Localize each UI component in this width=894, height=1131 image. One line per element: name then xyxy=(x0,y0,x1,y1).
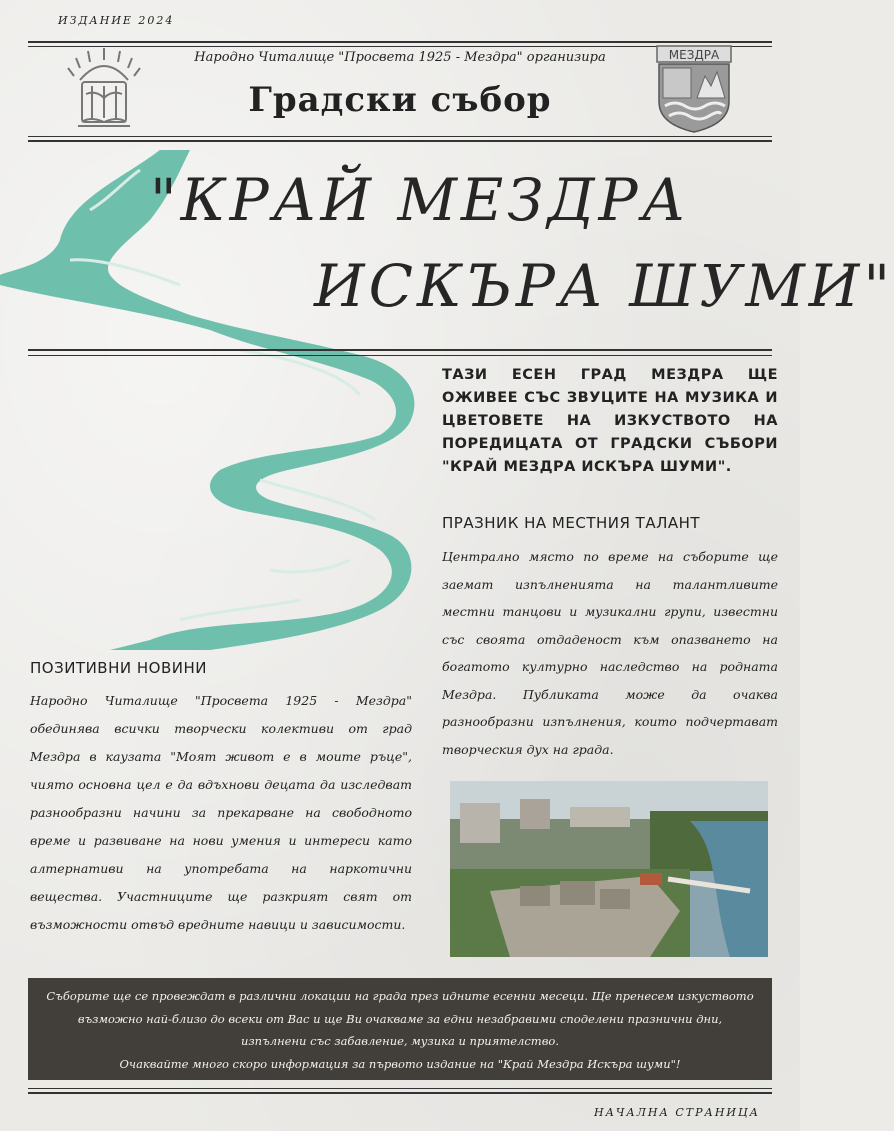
title-rule-2 xyxy=(28,355,772,356)
chitalishte-emblem-icon xyxy=(64,46,144,132)
info-banner xyxy=(28,978,772,1080)
talent-heading: ПРАЗНИК НА МЕСТНИЯ ТАЛАНТ xyxy=(442,514,701,532)
lead-paragraph: ТАЗИ ЕСЕН ГРАД МЕЗДРА ЩЕ ОЖИВЕЕ СЪС ЗВУЦИТЕ НА МУЗИКА И ЦВЕТОВЕТЕ НА ИЗКУСТВОТО НА ПОРЕДИЦАТА ОТ ГРАДСКИ СЪБОРИ "КРАЙ МЕЗДРА ИСКЪРА ШУМИ". xyxy=(442,367,778,475)
talent-paragraph: Централно място по време на съборите ще заемат изпълненията на талантливите местни танцови и музикални групи, известни със своята отдаденост към опазването на богатото културно наследство на родната Мездра. Публиката може да очаква разнообразни изпълнения, които подчертават творческия дух на града. xyxy=(442,549,778,757)
city-aerial-photo xyxy=(450,781,768,957)
news-heading: ПОЗИТИВНИ НОВИНИ xyxy=(30,659,207,677)
banner-line-2: възможно най-близо до всеки от Вас и ще Ви очакваме за едни незабравими споделени празнични дни, xyxy=(77,1011,723,1026)
mezdra-crest-icon xyxy=(655,44,733,134)
edition-label: ИЗДАНИЕ 2024 xyxy=(58,14,175,27)
header-rule-2 xyxy=(28,140,772,142)
organizer-line: Народно Читалище "Просвета 1925 - Мездра" организира xyxy=(194,50,606,65)
bottom-rule-2 xyxy=(28,1092,772,1094)
home-page-link[interactable]: НАЧАЛНА СТРАНИЦА xyxy=(594,1106,760,1119)
banner-line-1: Съборите ще се провеждат в различни локации на града през идните есенни месеци. Ще пренесем изкуството xyxy=(46,989,754,1003)
banner-line-3: изпълнени със забавление, музика и приятелство. xyxy=(241,1034,559,1048)
title-rule-1 xyxy=(28,349,772,351)
bottom-rule-1 xyxy=(28,1088,772,1089)
banner-line-4: Очаквайте много скоро информация за първото издание на "Край Мездра Искъра шуми"! xyxy=(119,1056,681,1071)
header-rule-1 xyxy=(28,136,772,137)
title-line-2: ИСКЪРА ШУМИ" xyxy=(314,252,894,320)
top-rule-1 xyxy=(28,41,772,43)
news-paragraph: Народно Читалище "Просвета 1925 - Мездра" обединява всички творчески колективи от град Мездра в каузата "Моят живот е в моите ръце", чиято основна цел е да вдъхнови децата да изследват разнообразни начини за прекарване на свободното време и развиване на нови умения и интереси като алтернативи на употребата на наркотични вещества. Участниците ще разкрият свят от възможности отвъд вредните навици и зависимости. xyxy=(30,693,412,932)
page-subtitle: Градски събор xyxy=(248,80,552,120)
crest-label: МЕЗДРА xyxy=(668,48,720,62)
title-line-1: "КРАЙ МЕЗДРА xyxy=(150,166,690,234)
